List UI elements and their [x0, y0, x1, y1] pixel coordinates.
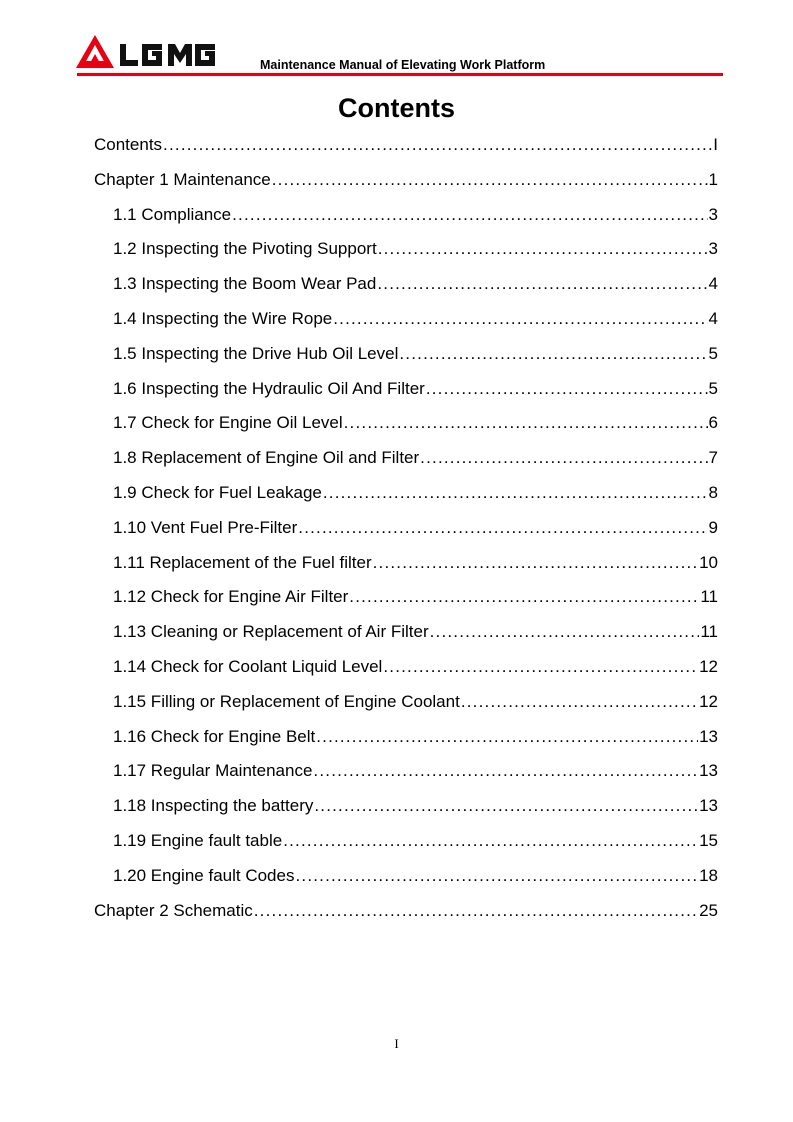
toc-leader-dots	[163, 128, 712, 163]
toc-leader-dots	[298, 511, 707, 546]
toc-leader-dots	[430, 615, 700, 650]
toc-entry-1-7[interactable]	[94, 406, 718, 441]
toc-leader-dots	[373, 546, 698, 581]
toc-entry-page: 9	[708, 517, 718, 537]
toc-leader-dots	[377, 267, 707, 302]
toc-leader-dots	[295, 859, 698, 894]
toc-entry-1-12[interactable]	[94, 580, 718, 615]
toc-entry-page: 13	[699, 796, 718, 816]
toc-entry-page: 15	[699, 830, 718, 850]
toc-entry-text: 1.2 Inspecting the Pivoting Support	[113, 239, 377, 259]
toc-entry-page: 10	[699, 552, 718, 572]
toc-leader-dots	[316, 720, 698, 755]
toc-entry-page: 18	[699, 865, 718, 885]
toc-entry-1-15[interactable]	[94, 685, 718, 720]
toc-leader-dots	[283, 824, 698, 859]
page-title: Contents	[338, 93, 455, 123]
toc-entry-page: 11	[700, 587, 718, 607]
toc-leader-dots	[378, 232, 708, 267]
toc-entry-1-9[interactable]	[94, 476, 718, 511]
toc-leader-dots	[426, 372, 708, 407]
toc-leader-dots	[383, 650, 698, 685]
toc-entry-page: 11	[700, 622, 718, 642]
toc-entry-page: 5	[708, 378, 718, 398]
header-title: Maintenance Manual of Elevating Work Platform	[260, 58, 546, 72]
toc-entry-chapter-2[interactable]	[94, 894, 718, 929]
toc-entry-page: 13	[699, 761, 718, 781]
toc-leader-dots	[323, 476, 708, 511]
toc-entry-text: 1.4 Inspecting the Wire Rope	[113, 308, 333, 328]
toc-entry-1-10[interactable]	[94, 511, 718, 546]
toc-entry-page: 4	[708, 308, 718, 328]
toc-entry-1-3[interactable]	[94, 267, 718, 302]
toc-entry-text: 1.7 Check for Engine Oil Level	[113, 413, 343, 433]
page-header	[0, 0, 793, 80]
toc-entry-text: 1.12 Check for Engine Air Filter	[113, 587, 349, 607]
toc-leader-dots	[344, 406, 708, 441]
toc-entry-1-16[interactable]	[94, 720, 718, 755]
toc-entry-text: 1.17 Regular Maintenance	[113, 761, 313, 781]
toc-leader-dots	[314, 789, 698, 824]
lgmg-logo	[76, 34, 216, 70]
toc-entry-page: 3	[708, 239, 718, 259]
toc-entry-page: 8	[708, 482, 718, 502]
toc-entry-text: 1.10 Vent Fuel Pre-Filter	[113, 517, 298, 537]
toc-entry-page: 4	[708, 274, 718, 294]
toc-leader-dots	[232, 198, 707, 233]
toc-entry-1-1[interactable]	[94, 198, 718, 233]
toc-entry-text: 1.6 Inspecting the Hydraulic Oil And Filter	[113, 378, 425, 398]
toc-entry-page: 5	[708, 343, 718, 363]
toc-entry-text: 1.20 Engine fault Codes	[113, 865, 295, 885]
toc-entry-page: 13	[699, 726, 718, 746]
toc-entry-text: 1.13 Cleaning or Replacement of Air Filter	[113, 622, 429, 642]
toc-entry-page: I	[713, 135, 718, 154]
toc-entry-1-5[interactable]	[94, 337, 718, 372]
toc-entry-1-6[interactable]	[94, 372, 718, 407]
toc-entry-1-11[interactable]	[94, 546, 718, 581]
header-divider	[77, 73, 723, 76]
toc-entry-page: 12	[699, 656, 718, 676]
toc-entry-chapter-1[interactable]	[94, 163, 718, 198]
toc-entry-page: 7	[708, 448, 718, 468]
toc-entry-text: 1.1 Compliance	[113, 204, 232, 224]
toc-entry-text: Chapter 2 Schematic	[94, 900, 253, 920]
toc-entry-text: 1.15 Filling or Replacement of Engine Coolant	[113, 691, 460, 711]
toc-entry-text: 1.9 Check for Fuel Leakage	[113, 482, 322, 502]
toc-entry-text: 1.14 Check for Coolant Liquid Level	[113, 656, 383, 676]
toc-entry-text: 1.16 Check for Engine Belt	[113, 726, 316, 746]
toc-entry-page: 6	[708, 413, 718, 433]
toc-entry-1-18[interactable]	[94, 789, 718, 824]
toc-entry-page: 12	[699, 691, 718, 711]
toc-entry-text: 1.18 Inspecting the battery	[113, 796, 314, 816]
toc-entry-page: 3	[708, 204, 718, 224]
toc-leader-dots	[349, 580, 699, 615]
table-of-contents	[94, 128, 718, 928]
toc-entry-page: 25	[699, 900, 718, 920]
toc-leader-dots	[420, 441, 707, 476]
toc-entry-1-20[interactable]	[94, 859, 718, 894]
toc-entry-1-17[interactable]	[94, 754, 718, 789]
toc-entry-text: 1.5 Inspecting the Drive Hub Oil Level	[113, 343, 399, 363]
page-number: I	[394, 1036, 399, 1051]
toc-entry-1-4[interactable]	[94, 302, 718, 337]
toc-leader-dots	[461, 685, 698, 720]
toc-entry-text: 1.11 Replacement of the Fuel filter	[113, 552, 372, 572]
toc-entry-text: 1.3 Inspecting the Boom Wear Pad	[113, 274, 377, 294]
toc-leader-dots	[399, 337, 707, 372]
toc-leader-dots	[313, 754, 698, 789]
toc-entry-1-19[interactable]	[94, 824, 718, 859]
toc-entry-text: 1.19 Engine fault table	[113, 830, 283, 850]
toc-entry-text: 1.8 Replacement of Engine Oil and Filter	[113, 448, 420, 468]
toc-entry-contents[interactable]	[94, 128, 718, 163]
toc-leader-dots	[333, 302, 707, 337]
toc-entry-page: 1	[708, 169, 718, 189]
toc-leader-dots	[254, 894, 698, 929]
toc-entry-1-8[interactable]	[94, 441, 718, 476]
toc-entry-1-14[interactable]	[94, 650, 718, 685]
toc-entry-1-13[interactable]	[94, 615, 718, 650]
toc-entry-text: Contents	[94, 135, 163, 154]
toc-entry-1-2[interactable]	[94, 232, 718, 267]
toc-leader-dots	[272, 163, 708, 198]
toc-entry-text: Chapter 1 Maintenance	[94, 169, 271, 189]
